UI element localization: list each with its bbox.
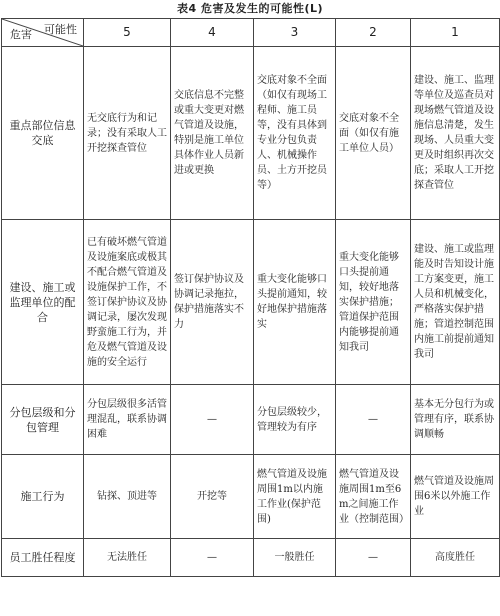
table-cell: 燃气管道及设施周围1m至6m之间施工作业（控制范围）	[336, 455, 411, 539]
table-cell: 无法胜任	[84, 539, 171, 577]
table-cell: —	[336, 385, 411, 455]
hazard-likelihood-table	[1, 18, 500, 577]
table-cell: 基本无分包行为或管理有序，联系协调顺畅	[411, 385, 500, 455]
table-cell: 交底信息不完整或重大变更对燃气管道及设施，特别是施工单位具体作业人员新进或更换	[171, 47, 254, 220]
hazard-header-label: 危害	[10, 28, 32, 41]
header-row	[2, 19, 500, 47]
level-1-header: 1	[411, 19, 500, 47]
table-cell: 建设、施工、监理等单位及巡查员对现场燃气管道及设施信息清楚，发生现场、人员重大变更及时组织再次交底；采取人工开挖探查管位	[411, 47, 500, 220]
table-cell: 交底对象不全面（如仅有施工单位人员）	[336, 47, 411, 220]
table-row	[2, 385, 500, 455]
table-cell: 高度胜任	[411, 539, 500, 577]
table-cell: 无交底行为和记录；没有采取人工开挖探查管位	[84, 47, 171, 220]
level-2-header: 2	[336, 19, 411, 47]
row-label: 分包层级和分包管理	[2, 385, 84, 455]
table-row	[2, 47, 500, 220]
row-label: 施工行为	[2, 455, 84, 539]
level-3-header: 3	[254, 19, 336, 47]
table-cell: 一般胜任	[254, 539, 336, 577]
table-cell: 钻探、顶进等	[84, 455, 171, 539]
level-4-header: 4	[171, 19, 254, 47]
level-5-header: 5	[84, 19, 171, 47]
table-row	[2, 539, 500, 577]
table-cell: 分包层级较少，管理较为有序	[254, 385, 336, 455]
table-cell: 交底对象不全面（如仅有现场工程师、施工员等，没有具体到专业分包负责人、机械操作员、土方开挖员等）	[254, 47, 336, 220]
table-cell: 分包层级很多活管理混乱，联系协调困难	[84, 385, 171, 455]
row-label: 建设、施工或监理单位的配合	[2, 220, 84, 385]
table-cell: 签订保护协议及协调记录拖拉，保护措施落实不力	[171, 220, 254, 385]
likelihood-header-label: 可能性	[44, 23, 77, 36]
diagonal-header-cell	[2, 19, 84, 47]
table-cell: 重大变化能够口头提前通知，较好地保护措施落实	[254, 220, 336, 385]
table-cell: 重大变化能够口头提前通知，较好地落实保护措施；管道保护范围内能够提前通知我司	[336, 220, 411, 385]
row-label: 员工胜任程度	[2, 539, 84, 577]
table-cell: 开挖等	[171, 455, 254, 539]
table-cell: 燃气管道及设施周围1m以内施工作业(保护范围)	[254, 455, 336, 539]
table-row	[2, 220, 500, 385]
table-cell: 建设、施工或监理能及时告知设计施工方案变更，施工人员和机械变化，严格落实保护措施；管道控制范围内施工前提前通知我司	[411, 220, 500, 385]
table-cell: 已有破坏燃气管道及设施案底或极其不配合燃气管道及设施保护工作，不签订保护协议及协调记录，屡次发现野蛮施工行为，并危及燃气管道及设施的安全运行	[84, 220, 171, 385]
table-cell: —	[336, 539, 411, 577]
table-row	[2, 455, 500, 539]
table-cell: —	[171, 539, 254, 577]
row-label: 重点部位信息交底	[2, 47, 84, 220]
table-title: 表4 危害及发生的可能性(L)	[176, 2, 324, 15]
table-cell: —	[171, 385, 254, 455]
table-cell: 燃气管道及设施周围6米以外施工作业	[411, 455, 500, 539]
